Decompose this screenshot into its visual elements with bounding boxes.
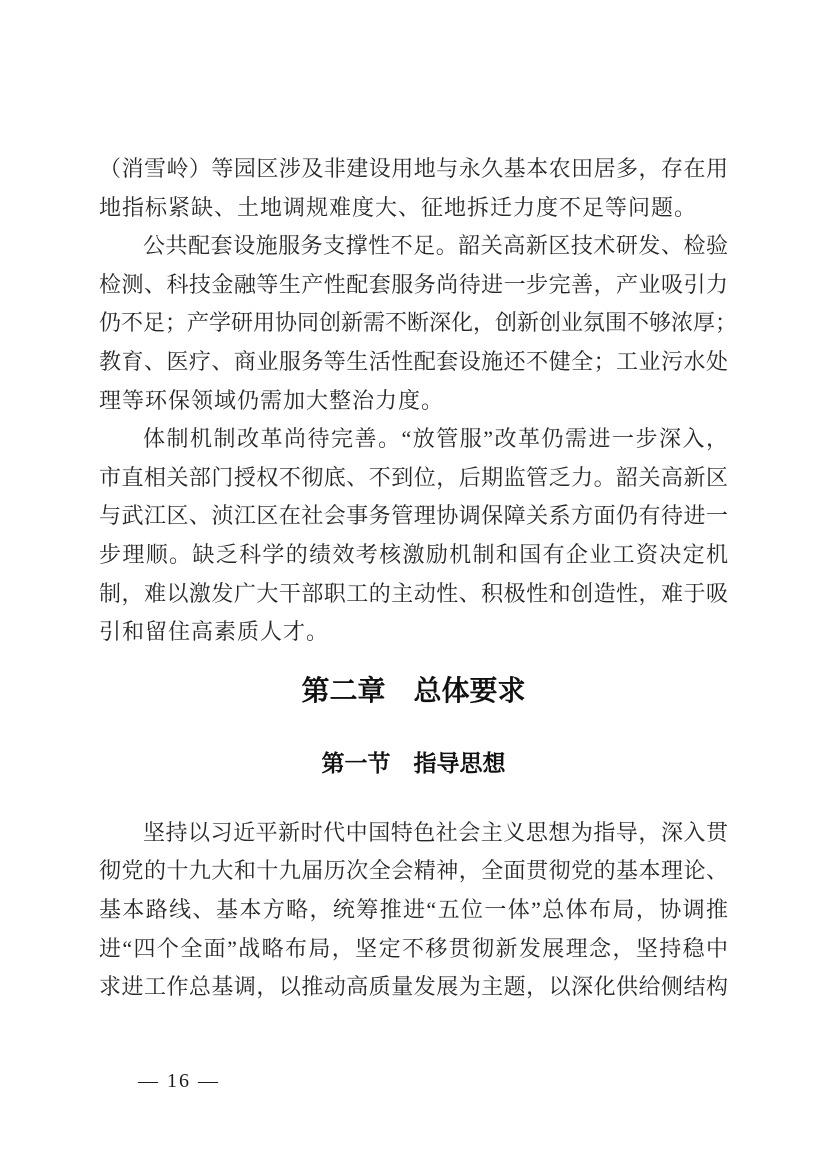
text-line: 仍不足；产学研用协同创新需不断深化，创新创业氛围不够浓厚； [99,310,738,336]
text-line: 地指标紧缺、土地调规难度大、征地拆迁力度不足等问题。 [99,194,698,220]
text-line: 基本路线、基本方略，统筹推进“五位一体”总体布局，协调推 [99,896,728,922]
text-line: 市直相关部门授权不彻底、不到位，后期监管乏力。韶关高新区 [99,464,728,490]
text-line: 与武江区、浈江区在社会事务管理协调保障关系方面仍有待进一 [99,503,728,529]
chapter-heading: 第二章 总体要求 [301,675,526,707]
text-line: 彻党的十九大和十九届历次全会精神，全面贯彻党的基本理论、 [99,858,728,884]
section-heading: 第一节 指导思想 [321,749,506,776]
text-line: 坚持以习近平新时代中国特色社会主义思想为指导，深入贯 [143,819,728,845]
text-line: 步理顺。缺乏科学的绩效考核激励机制和国有企业工资决定机 [99,541,728,567]
page-number: — 16 — [138,1070,220,1092]
text-line: 引和留住高素质人才。 [99,619,330,645]
text-line: 检测、科技金融等生产性配套服务尚待进一步完善，产业吸引力 [99,271,728,297]
paragraph-public-facilities [99,227,738,420]
text-line: 公共配套设施服务支撑性不足。韶关高新区技术研发、检验 [143,233,728,259]
text-line: 理等环保领域仍需加大整治力度。 [99,387,445,413]
document-body [99,150,738,1007]
text-line: 进“四个全面”战略布局，坚定不移贯彻新发展理念，坚持稳中 [99,935,728,961]
text-line: 教育、医疗、商业服务等生活性配套设施还不健全；工业污水处 [99,348,728,374]
paragraph-land-issues [99,150,728,227]
text-line: （消雪岭）等园区涉及非建设用地与永久基本农田居多，存在用 [99,156,728,181]
text-line: 体制机制改革尚待完善。“放管服”改革仍需进一步深入， [143,426,728,452]
paragraph-system-reform [99,420,728,652]
text-line: 求进工作总基调，以推动高质量发展为主题，以深化供给侧结构 [99,974,728,1000]
paragraph-guiding-thought [99,814,728,1007]
text-line: 制，难以激发广大干部职工的主动性、积极性和创造性，难于吸 [99,580,728,606]
